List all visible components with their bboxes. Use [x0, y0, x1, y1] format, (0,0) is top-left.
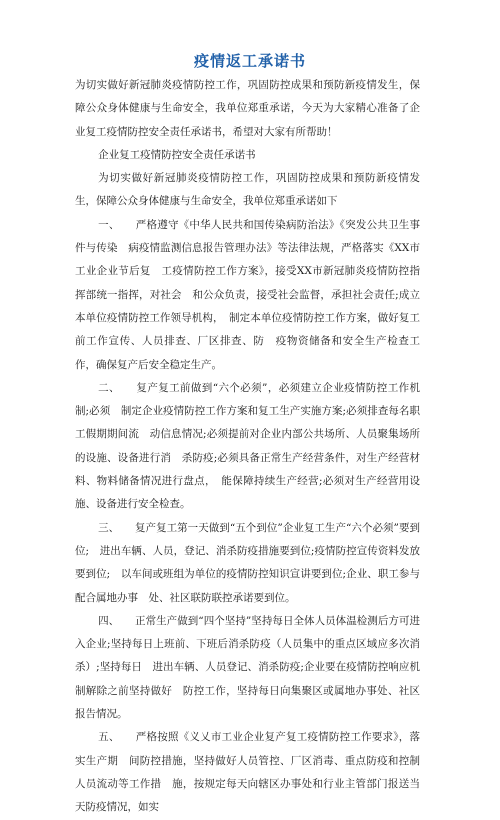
clause-4-paragraph: 四、 正常生产做到“四个坚持”坚持每日全体人员体温检测后方可进入企业;坚持每日上班前、下班后消杀防疫（人员集中的重点区域应多次消杀）;坚持每日 进出车辆、人员登记、消杀防疫;企业要在疫情防控响应机制解除之前坚持做好 防控工作，坚持每日向集聚区或属地办事处、社区报告情况。 [75, 614, 420, 721]
clause-2-paragraph: 二、 复产复工前做到“六个必须”，必须建立企业疫情防控工作机制;必须 制定企业疫情防控工作方案和复工生产实施方案;必须排查每名职工假期期间流 动信息情况;必须提前对企业内部公共场所、人员聚集场所的设施、设备进行消 杀防疫;必须具备正常生产经营条件，对生产经营材料、物料储备情况进行盘点， 能保障持续生产经营;必须对生产经营用设施、设备进行安全检查。 [75, 381, 420, 511]
preamble-paragraph: 为切实做好新冠肺炎疫情防控工作，巩固防控成果和预防新疫情发生，保障公众身体健康与生命安全，我单位郑重承诺如下 [75, 172, 420, 208]
document-title: 疫情返工承诺书 [193, 52, 306, 70]
clause-5-paragraph: 五、 严格按照《义乂市工业企业复产复工疫情防控工作要求》，落实生产期 间防控措施，坚持做好人员管控、厂区消毒、重点防疫和控制人员流动等工作措 施，按规定每天向辖区办事处和行业主管部门报送当天防疫情况，如实 [75, 731, 420, 814]
document-body [75, 74, 420, 820]
clause-1-paragraph: 一、 严格遵守《中华人民共和国传染病防治法》《突发公共卫生事件与传染 病疫情监测信息报告管理办法》等法律法规，严格落实《XX市工业企业节后复 工疫情防控工作方案》，接受XX市新冠肺炎疫情防控指挥部统一指挥，对社会 和公众负责，接受社会监督，承担社会责任;成立本单位疫情防控工作领导机构， 制定本单位疫情防控工作方案，做好复工前工作宣传、人员排查、厂区排查、防 疫物资储备和安全生产检查工作，确保复产后安全稳定生产。 [75, 218, 420, 371]
clause-3-paragraph: 三、 复产复工第一天做到“五个到位”企业复工生产“六个必须”要到位; 进出车辆、人员，登记、消杀防疫措施要到位;疫情防控宣传资料发放要到位; 以车间或班组为单位的疫情防控知识宣讲要到位;企业、职工参与配合属地办事 处、社区联防联控承诺要到位。 [75, 521, 420, 604]
intro-paragraph: 为切实做好新冠肺炎疫情防控工作，巩固防控成果和预防新疫情发生，保障公众身体健康与生命安全，我单位郑重承诺，今天为大家精心准备了企业复工疫情防控安全责任承诺书，希望对大家有所帮助！ [75, 79, 420, 138]
section-heading: 企业复工疫情防控安全责任承诺书 [98, 148, 256, 161]
